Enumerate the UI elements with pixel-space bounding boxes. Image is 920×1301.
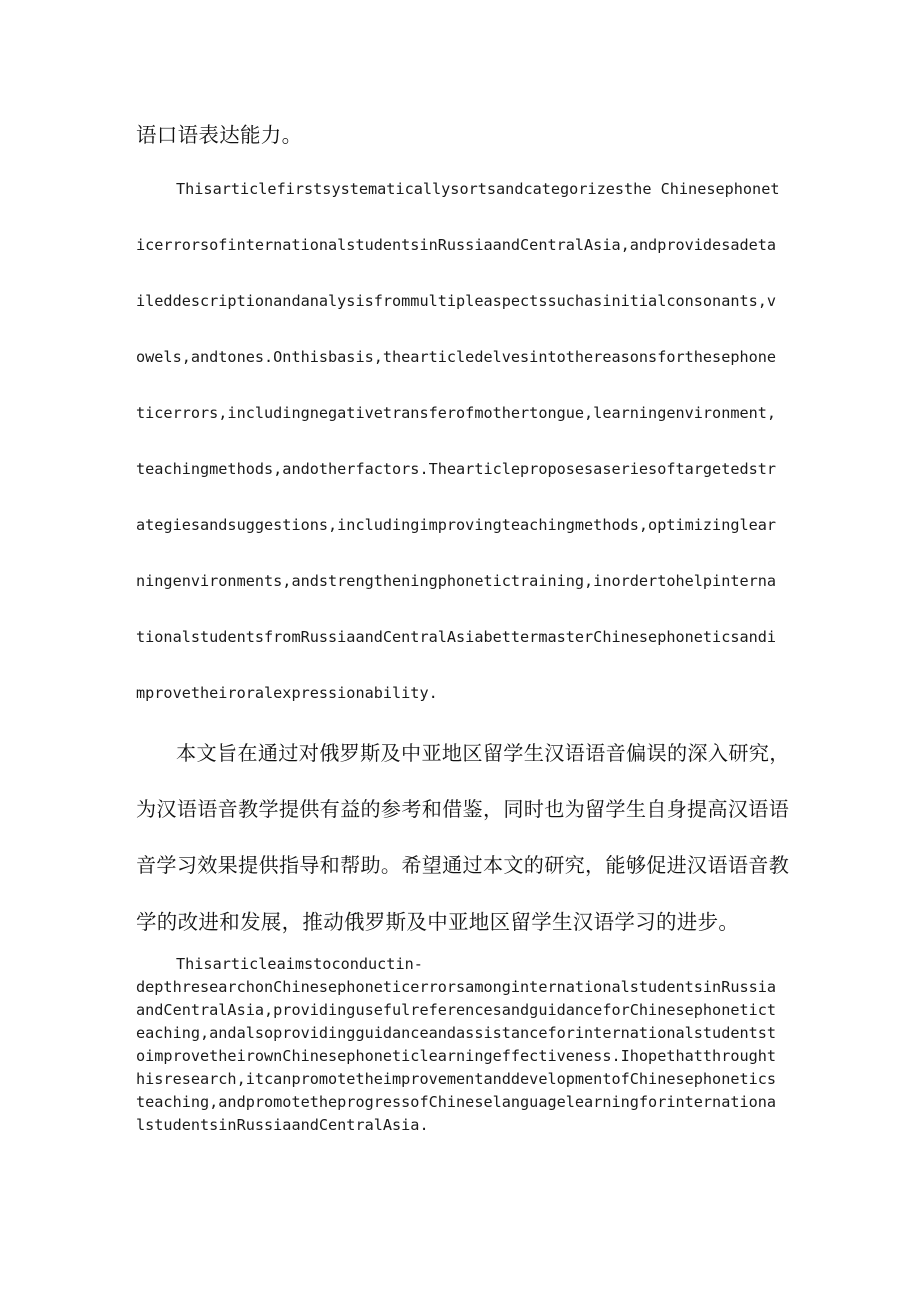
paragraph-line: depthresearchonChinesephoneticerrorsamonginternationalstudentsinRussia xyxy=(136,978,777,996)
paragraph-line: ningenvironments,andstrengtheningphonetictraining,inordertohelpinterna xyxy=(136,572,777,590)
paragraph-line: icerrorsofinternationalstudentsinRussiaandCentralAsia,andprovidesadeta xyxy=(136,236,777,254)
paragraph-line: oimprovetheirownChinesephoneticlearningeffectiveness.Ihopethatthrought xyxy=(136,1047,777,1065)
paragraph-line: ticerrors,includingnegativetransferofmothertongue,learningenvironment, xyxy=(136,404,777,422)
paragraph-line: teaching,andpromotetheprogressofChineselanguagelearningforinternationa xyxy=(136,1093,777,1111)
paragraph-line: lstudentsinRussiaandCentralAsia. xyxy=(136,1116,429,1134)
paragraph-line: Thisarticlefirstsystematicallysortsandcategorizesthe Chinesephonet xyxy=(176,180,780,198)
paragraph-line: andCentralAsia,providingusefulreferencesandguidanceforChinesephonetict xyxy=(136,1001,777,1019)
paragraph-line: ileddescriptionandanalysisfrommultipleaspectssuchasinitialconsonants,v xyxy=(136,292,777,310)
paragraph-line: ategiesandsuggestions,includingimprovingteachingmethods,optimizinglear xyxy=(136,516,777,534)
paragraph-line: tionalstudentsfromRussiaandCentralAsiabettermasterChinesephoneticsandi xyxy=(136,628,777,646)
paragraph-line: Thisarticleaimstoconductin- xyxy=(176,955,423,973)
paragraph-line: 本文旨在通过对俄罗斯及中亚地区留学生汉语语音偏误的深入研究， xyxy=(176,741,790,765)
paragraph-line: owels,andtones.Onthisbasis,thearticledelvesintothereasonsforthesephone xyxy=(136,348,777,366)
paragraph-line: mprovetheiroralexpressionability. xyxy=(136,684,438,702)
paragraph-line: 学的改进和发展，推动俄罗斯及中亚地区留学生汉语学习的进步。 xyxy=(136,910,740,934)
paragraph-line: teachingmethods,andotherfactors.Thearticleproposesaseriesoftargetedstr xyxy=(136,460,777,478)
paragraph-line: 为汉语语音教学提供有益的参考和借鉴，同时也为留学生自身提高汉语语 xyxy=(136,797,790,821)
paragraph-line: 语口语表达能力。 xyxy=(136,123,303,147)
paragraph-line: 音学习效果提供指导和帮助。希望通过本文的研究，能够促进汉语语音教 xyxy=(136,853,790,877)
paragraph-line: eaching,andalsoprovidingguidanceandassistanceforinternationalstudentst xyxy=(136,1024,777,1042)
paragraph-line: hisresearch,itcanpromotetheimprovementanddevelopmentofChinesephonetics xyxy=(136,1070,777,1088)
